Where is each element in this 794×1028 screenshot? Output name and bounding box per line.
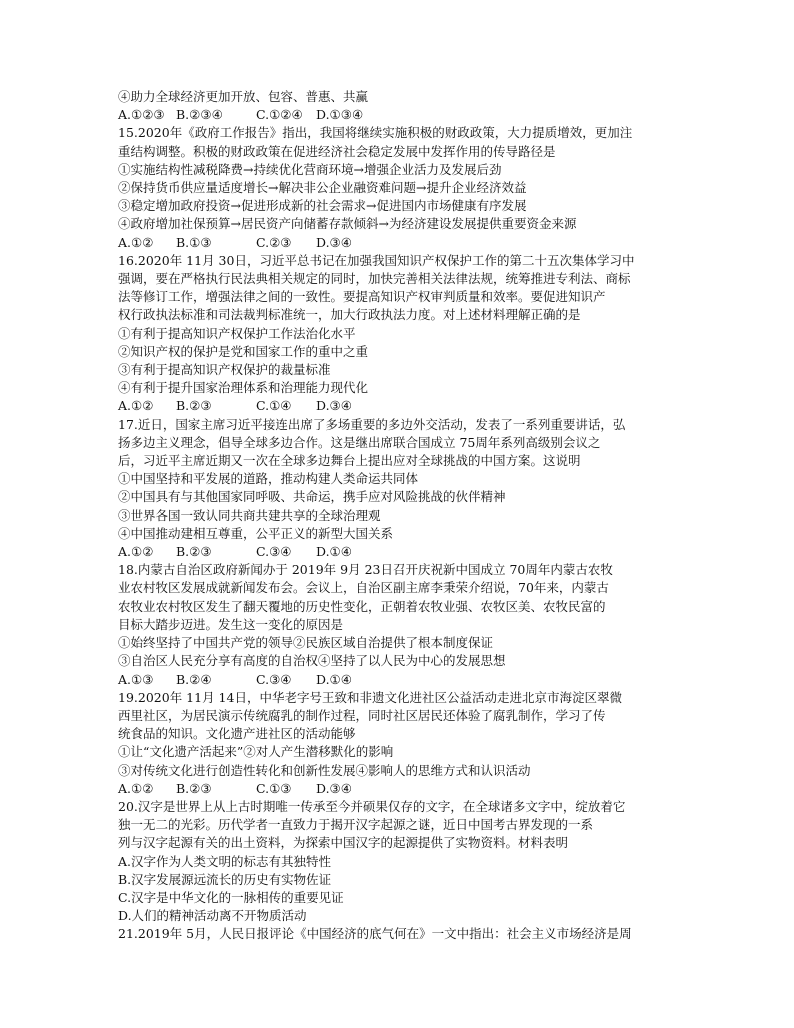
answer-option-b: B.①③	[176, 234, 212, 250]
answer-option-c: C.③④	[256, 544, 292, 560]
answer-option-d: D.①④	[316, 544, 352, 560]
text-line: ④有利于提升国家治理体系和治理能力现代化	[118, 380, 369, 396]
answer-option-c: C.①③	[256, 780, 292, 796]
answer-option-b: B.②③	[176, 780, 212, 796]
answer-option-b: B.②④	[176, 671, 212, 687]
answer-option-a: A.①②	[118, 544, 154, 560]
answer-option-c: C.②③	[256, 234, 292, 250]
text-line: B.汉字发展源远流长的历史有实物佐证	[118, 871, 332, 887]
text-line: 19.2020年 11月 14日，中华老字号王致和非遗文化进社区公益活动走进北京市海淀区翠微	[118, 689, 622, 705]
text-line: ④中国推动建相互尊重，公平正义的新型大国关系	[118, 525, 394, 541]
answer-option-c: C.①④	[256, 398, 292, 414]
answer-option-d: D.③④	[316, 780, 352, 796]
answer-option-d: D.①④	[316, 671, 352, 687]
text-line: 法等修订工作，增强法律之间的一致性。要提高知识产权审判质量和效率。要促进知识产	[118, 289, 606, 305]
text-line: 西里社区，为居民演示传统腐乳的制作过程，同时社区居民还体验了腐乳制作，学习了传	[118, 707, 606, 723]
text-line: ①始终坚持了中国共产党的领导②民族区域自治提供了根本制度保证	[118, 635, 494, 651]
answer-option-a: A.①③	[118, 671, 154, 687]
text-line: 21.2019年 5月，人民日报评论《中国经济的底气何在》一文中指出：社会主义市场经济是周	[118, 926, 632, 942]
text-line: ③有利于提高知识产权保护的裁量标准	[118, 362, 331, 378]
answer-option-a: A.①②③	[118, 107, 165, 123]
text-line: ②中国具有与其他国家同呼吸、共命运，携手应对风险挑战的伙伴精神	[118, 489, 506, 505]
answer-option-d: D.③④	[316, 398, 352, 414]
text-line: 农牧业农村牧区发生了翻天覆地的历史性变化，正朝着农牧业强、农牧区美、农牧民富的	[118, 598, 606, 614]
text-line: 扬多边主义理念，倡导全球多边合作。这是继出席联合国成立 75周年系列高级别会议之	[118, 434, 601, 450]
text-line: ①实施结构性减税降费→持续优化营商环境→增强企业活力及发展后劲	[118, 161, 502, 177]
text-line: ④助力全球经济更加开放、包容、普惠、共赢	[118, 89, 369, 104]
answer-options	[118, 780, 678, 798]
text-line: ④政府增加社保预算→居民资产向储蓄存款倾斜→为经济建设发展提供重要资金来源	[118, 216, 577, 232]
text-line: 20.汉字是世界上从上古时期唯一传承至今并硕果仅存的文字，在全球诸多文字中，绽放着它	[118, 798, 626, 814]
answer-option-a: A.①②	[118, 780, 154, 796]
text-line: ③世界各国一致认同共商共建共享的全球治理观	[118, 507, 381, 523]
answer-options	[118, 234, 678, 252]
text-line: ②知识产权的保护是党和国家工作的重中之重	[118, 343, 369, 359]
text-line: 后，习近平主席近期又一次在全球多边舞台上提出应对全球挑战的中国方案。这说明	[118, 453, 581, 469]
answer-options	[118, 671, 678, 689]
text-line: 独一无二的光彩。历代学者一直致力于揭开汉字起源之谜，近日中国考古界发现的一系	[118, 817, 594, 833]
text-line: 17.近日，国家主席习近平接连出席了多场重要的多边外交活动，发表了一系列重要讲话，弘	[118, 416, 626, 432]
text-line: ①让“文化遗产活起来”②对人产生潜移默化的影响	[118, 744, 394, 760]
text-line: 15.2020年《政府工作报告》指出，我国将继续实施积极的财政政策，大力提质增效，更加注	[118, 125, 633, 141]
text-line: 权行政执法标准和司法裁判标准统一，加大行政执法力度。对上述材料理解正确的是	[118, 307, 581, 323]
exam-page	[118, 88, 678, 944]
answer-options	[118, 397, 678, 415]
text-line: ③稳定增加政府投资→促进形成新的社会需求→促进国内市场健康有序发展	[118, 198, 527, 214]
text-line: 16.2020年 11月 30日，习近平总书记在加强我国知识产权保护工作的第二十五次集体学习中	[118, 252, 635, 268]
text-line: 强调，要在严格执行民法典相关规定的同时，加快完善相关法律法规，统筹推进专利法、商标	[118, 271, 631, 287]
answer-option-c: C.①②④	[256, 107, 303, 123]
text-line: 目标大踏步迈进。发生这一变化的原因是	[118, 616, 344, 632]
text-line: A.汉字作为人类文明的标志有其独特性	[118, 853, 332, 869]
text-line: ③对传统文化进行创造性转化和创新性发展④影响人的思维方式和认识活动	[118, 762, 531, 778]
answer-option-d: D.①③④	[316, 107, 364, 123]
text-line: D.人们的精神活动离不开物质活动	[118, 908, 307, 924]
answer-options	[118, 106, 678, 124]
text-line: ①中国坚持和平发展的道路，推动构建人类命运共同体	[118, 471, 419, 487]
text-line: 统食品的知识。文化遗产进社区的活动能够	[118, 726, 356, 742]
text-line: C.汉字是中华文化的一脉相传的重要见证	[118, 889, 344, 905]
answer-option-c: C.③④	[256, 671, 292, 687]
text-line: 列与汉字起源有关的出土资料，为探索中国汉字的起源提供了实物资料。材料表明	[118, 835, 569, 851]
text-line: ①有利于提高知识产权保护工作法治化水平	[118, 325, 356, 341]
answer-options	[118, 543, 678, 561]
answer-option-b: B.②③	[176, 544, 212, 560]
text-line: ②保持货币供应量适度增长→解决非公企业融资难问题→提升企业经济效益	[118, 180, 527, 196]
answer-option-d: D.③④	[316, 234, 352, 250]
answer-option-a: A.①②	[118, 398, 154, 414]
answer-option-b: B.②③	[176, 398, 212, 414]
text-line: ③自治区人民充分享有高度的自治权④坚持了以人民为中心的发展思想	[118, 653, 506, 669]
answer-option-a: A.①②	[118, 234, 154, 250]
answer-option-b: B.②③④	[176, 107, 223, 123]
text-line: 业农村牧区发展成就新闻发布会。会议上，自治区副主席李秉荣介绍说，70年来，内蒙古	[118, 580, 609, 596]
text-line: 重结构调整。积极的财政政策在促进经济社会稳定发展中发挥作用的传导路径是	[118, 143, 556, 159]
text-line: 18.内蒙古自治区政府新闻办于 2019年 9月 23日召开庆祝新中国成立 70周年内蒙古农牧	[118, 562, 613, 578]
